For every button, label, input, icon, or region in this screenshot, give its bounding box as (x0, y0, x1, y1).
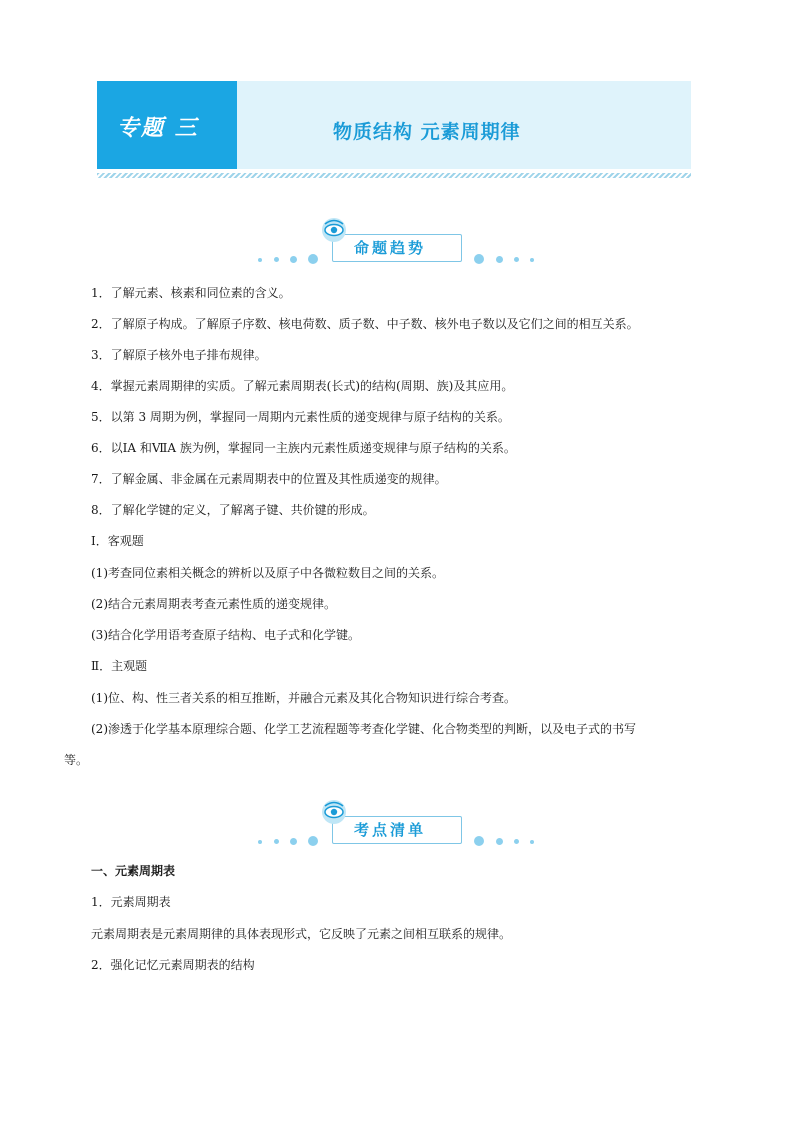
decor-dot (496, 256, 503, 263)
objective-item: 6．以ⅠA 和ⅦA 族为例，掌握同一主族内元素性质递变规律与原子结构的关系。 (91, 441, 516, 455)
objective-item: 5．以第 3 周期为例，掌握同一周期内元素性质的递变规律与原子结构的关系。 (91, 410, 510, 424)
content-heading: 一、元素周期表 (91, 864, 176, 878)
objective-item: 1．了解元素、核素和同位素的含义。 (91, 286, 291, 300)
header-banner (97, 81, 691, 169)
decor-dot (290, 256, 297, 263)
section-header-points (258, 808, 536, 848)
objective-question-item: (2)结合元素周期表考查元素性质的递变规律。 (91, 597, 336, 611)
content-subheading: 1．元素周期表 (91, 895, 171, 909)
content-subheading: 2．强化记忆元素周期表的结构 (91, 958, 255, 972)
objective-item: 3．了解原子核外电子排布规律。 (91, 348, 267, 362)
decor-dot (474, 254, 484, 264)
page-title: 物质结构 元素周期律 (333, 121, 521, 143)
decor-dot (514, 257, 519, 262)
objective-item: 4．掌握元素周期律的实质。了解元素周期表(长式)的结构(周期、族)及其应用。 (91, 379, 514, 393)
decor-dot (274, 257, 279, 262)
topic-tag (97, 81, 237, 169)
decor-dot (530, 258, 534, 262)
objective-heading: Ⅰ．客观题 (91, 534, 144, 548)
decor-dot (514, 839, 519, 844)
decor-dot (258, 258, 262, 262)
section-title: 考点清单 (354, 821, 427, 839)
content-paragraph: 元素周期表是元素周期律的具体表现形式，它反映了元素之间相互联系的规律。 (91, 927, 512, 941)
subjective-heading: Ⅱ．主观题 (91, 659, 148, 673)
objective-item: 2．了解原子构成。了解原子序数、核电荷数、质子数、中子数、核外电子数以及它们之间的相互关系。 (91, 317, 639, 331)
header-divider (97, 173, 691, 178)
decor-dot (308, 254, 318, 264)
subjective-question-item: (1)位、构、性三者关系的相互推断，并融合元素及其化合物知识进行综合考查。 (91, 691, 517, 705)
decor-dot (274, 839, 279, 844)
decor-dot (308, 836, 318, 846)
decor-dot (496, 838, 503, 845)
subjective-question-continuation: 等。 (64, 753, 89, 767)
objective-item: 8．了解化学键的定义，了解离子键、共价键的形成。 (91, 503, 375, 517)
topic-number: 专题 三 (117, 116, 199, 141)
objective-question-item: (3)结合化学用语考查原子结构、电子式和化学键。 (91, 628, 360, 642)
subjective-question-item: (2)渗透于化学基本原理综合题、化学工艺流程题等考查化学键、化合物类型的判断，以及电子式的书写 (91, 722, 637, 736)
decor-dot (474, 836, 484, 846)
objective-question-item: (1)考查同位素相关概念的辨析以及原子中各微粒数目之间的关系。 (91, 566, 445, 580)
objective-item: 7．了解金属、非金属在元素周期表中的位置及其性质递变的规律。 (91, 472, 447, 486)
eye-icon (320, 798, 348, 824)
decor-dot (258, 840, 262, 844)
section-header-trend (258, 226, 536, 266)
decor-dot (290, 838, 297, 845)
section-title: 命题趋势 (354, 239, 427, 257)
decor-dot (530, 840, 534, 844)
eye-icon (320, 216, 348, 242)
